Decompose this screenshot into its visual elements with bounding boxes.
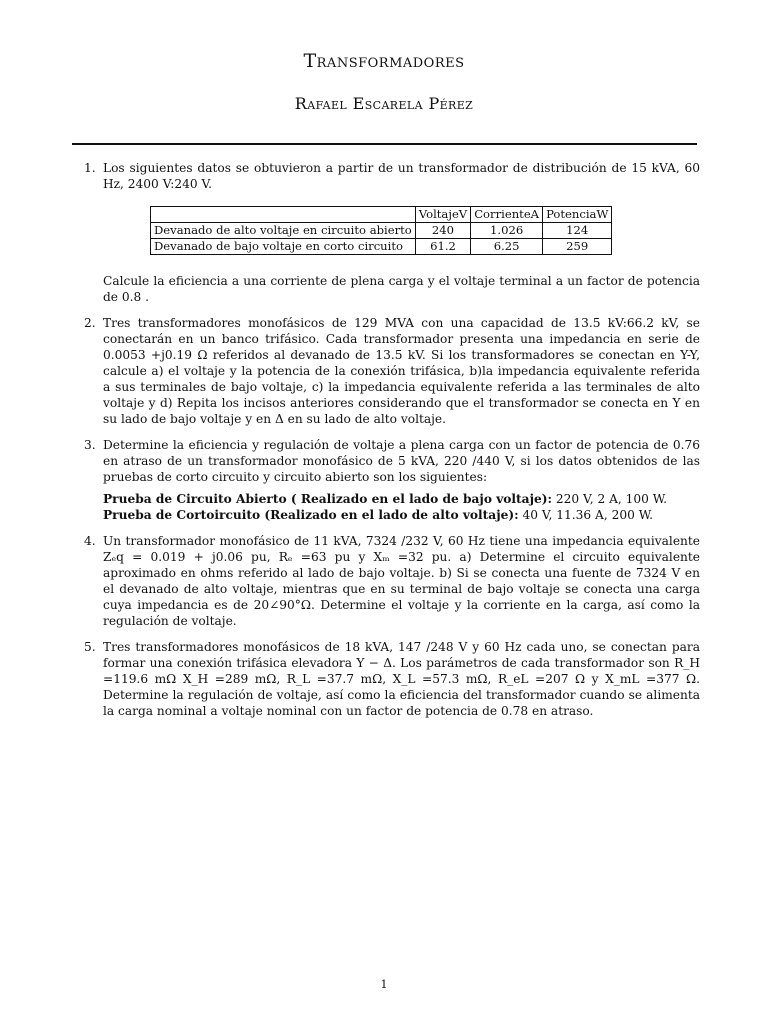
table-row (151, 223, 612, 239)
table-cell: 61.2 (415, 239, 470, 255)
problem-text: Determine la eficiencia y regulación de voltaje a plena carga con un factor de potencia de 0.76 en atraso de un transformador monofásico de 5 kVA, 220 /440 V, si los datos obtenidos de las pruebas de corto circuito y circuito abierto son los siguientes: (103, 438, 700, 484)
problem-4 (84, 533, 700, 629)
page-number: 1 (380, 978, 388, 991)
table-header-cell (151, 207, 416, 223)
table-cell: 6.25 (471, 239, 543, 255)
test-data-table (150, 206, 612, 255)
table-cell: 240 (415, 223, 470, 239)
problem-instruction: Calcule la eficiencia a una corriente de plena carga y el voltaje terminal a un factor de potencia de 0.8 . (103, 274, 700, 304)
problem-text: Tres transformadores monofásicos de 129 MVA con una capacidad de 13.5 kV:66.2 kV, se conectarán en un banco trifásico. Cada transformador presenta una impedancia en serie de 0.0053 +j0.19 Ω referidos al devanado de 13.5 kV. Si los transformadores se conectan en Y-Y, calcule a) el voltaje y la potencia de la conexión trifásica, b)la impedancia equivalente referida a sus terminales de bajo voltaje, c) la impedancia equivalente referida a las terminales de alto voltaje y d) Repita los incisos anteriores considerando que el transformador se conecta en Y en su lado de bajo voltaje y en Δ en su lado de alto voltaje. (103, 316, 700, 426)
table-header-row (151, 207, 612, 223)
table-cell: 259 (543, 239, 612, 255)
problem-number: 2. (84, 316, 96, 330)
test-label: Prueba de Cortoircuito (Realizado en el lado de alto voltaje): (103, 508, 519, 522)
test-results (103, 491, 700, 523)
table-header-cell: VoltajeV (415, 207, 470, 223)
problem-1 (84, 160, 700, 305)
table-header-cell: PotenciaW (543, 207, 612, 223)
table-cell: Devanado de bajo voltaje en corto circuito (151, 239, 416, 255)
problem-text: Un transformador monofásico de 11 kVA, 7324 /232 V, 60 Hz tiene una impedancia equivalente Zₑq = 0.019 + j0.06 pu, Rₑ =63 pu y Xₘ =32 pu. a) Determine el circuito equivalente aproximado en ohms referido al lado de bajo voltaje. b) Si se conecta una fuente de 7324 V en el devanado de alto voltaje, mientras que en su terminal de bajo voltaje se conecta una carga cuya impedancia es de 20∠90°Ω. Determine el voltaje y la corriente en la carga, así como la regulación de voltaje. (103, 534, 700, 628)
table-cell: 124 (543, 223, 612, 239)
short-circuit-test (103, 507, 700, 523)
test-label: Prueba de Circuito Abierto ( Realizado en el lado de bajo voltaje): (103, 492, 553, 506)
table-row (151, 239, 612, 255)
problem-number: 1. (84, 161, 96, 175)
table-cell: 1.026 (471, 223, 543, 239)
problem-3 (84, 437, 700, 523)
test-value: 40 V, 11.36 A, 200 W. (518, 508, 654, 522)
problem-number: 3. (84, 438, 96, 452)
title-rule (72, 143, 697, 145)
document-author: Rafael Escarela Pérez (294, 94, 474, 113)
problem-number: 5. (84, 640, 96, 654)
test-value: 220 V, 2 A, 100 W. (552, 492, 668, 506)
problem-text: Los siguientes datos se obtuvieron a partir de un transformador de distribución de 15 kVA, 60 Hz, 2400 V:240 V. (103, 161, 700, 191)
problem-5 (84, 639, 700, 719)
problem-2 (84, 315, 700, 427)
problem-list (84, 160, 700, 729)
table-header-cell: CorrienteA (471, 207, 543, 223)
document-title: Transformadores (303, 50, 465, 72)
problem-number: 4. (84, 534, 96, 548)
problem-text: Tres transformadores monofásicos de 18 kVA, 147 /248 V y 60 Hz cada uno, se conectan para formar una conexión trifásica elevadora Y − Δ. Los parámetros de cada transformador son R_H =119.6 mΩ X_H =289 mΩ, R_L =37.7 mΩ, X_L =57.3 mΩ, R_eL =207 Ω y X_mL =377 Ω. Determine la regulación de voltaje, así como la eficiencia del transformador cuando se alimenta la carga nominal a voltaje nominal con un factor de potencia de 0.78 en atraso. (103, 640, 700, 718)
table-cell: Devanado de alto voltaje en circuito abierto (151, 223, 416, 239)
open-circuit-test (103, 491, 700, 507)
